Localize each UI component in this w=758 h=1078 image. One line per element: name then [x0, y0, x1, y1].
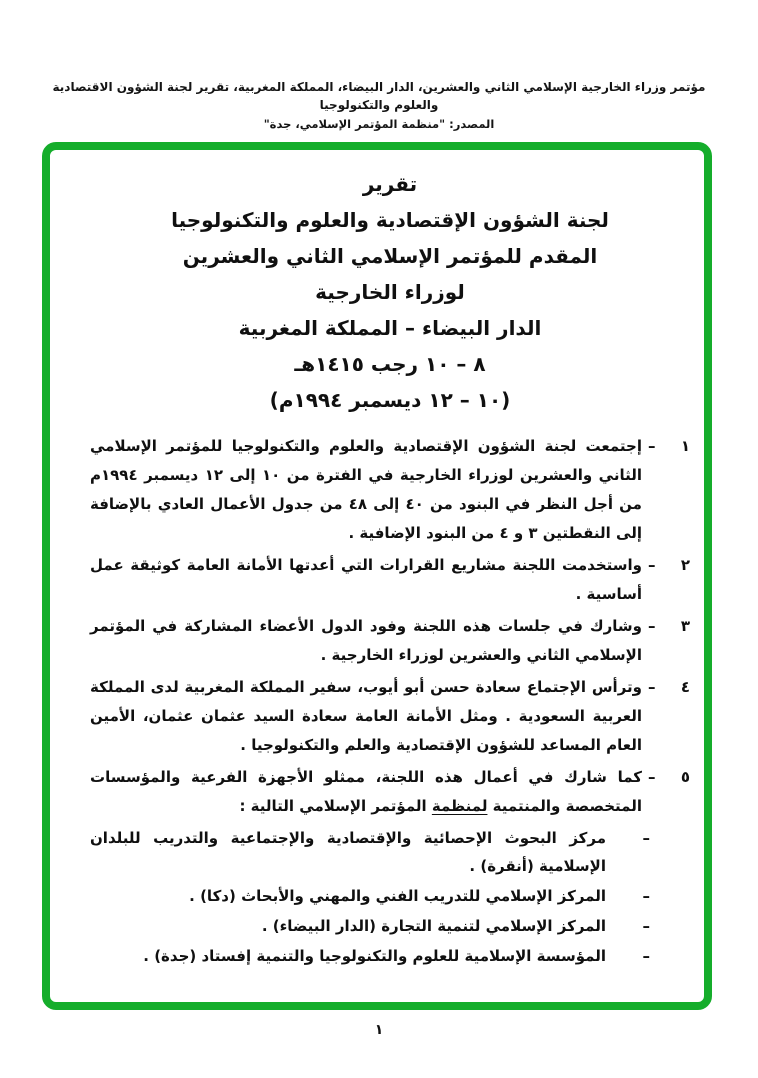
title-line-gregorian-date: (١٠ – ١٢ ديسمبر ١٩٩٤م) — [269, 388, 511, 412]
dash-glyph: – — [648, 617, 656, 635]
header-source-line-2: المصدر: "منظمة المؤتمر الإسلامي، جدة" — [263, 117, 495, 131]
paragraph-5-underlined-word: لمنظمة — [431, 797, 488, 815]
paragraph-2 — [90, 551, 690, 609]
bullet-text: المركز الإسلامي لتنمية التجارة (الدار البيضاء) . — [261, 917, 606, 935]
paragraph-5-text-after: المؤتمر الإسلامي التالية : — [239, 797, 432, 815]
paragraph-1-text: إجتمعت لجنة الشؤون الإقتصادية والعلوم والتكنولوجيا للمؤتمر الإسلامي الثاني والعشرين لوزراء الخارجية في الفترة من ١٠ إلى ١٢ ديسمبر ١٩٩٤م من أجل النظر في البنود من ٤٠ إلى ٤٨ من جدول الأعمال العادي بالإضافة إلى النقطتين ٣ و ٤ من البنود الإضافية . — [90, 437, 642, 542]
title-line-report: تقرير — [362, 172, 418, 196]
bullet-item-trade-center — [90, 912, 650, 940]
paragraph-1-number — [642, 432, 690, 548]
bullet-item-dhaka-center — [90, 882, 650, 910]
dash-glyph: – — [648, 437, 656, 455]
bullet-dash: – — [642, 947, 650, 965]
paragraph-number-glyph: ٤ — [680, 678, 690, 696]
bullet-dash: – — [642, 917, 650, 935]
paragraph-2-text: واستخدمت اللجنة مشاريع القرارات التي أعدتها الأمانة العامة كوثيقة عمل أساسية . — [90, 556, 642, 603]
paragraph-4-number — [642, 673, 690, 760]
dash-glyph: – — [648, 768, 656, 786]
bullet-text: المركز الإسلامي للتدريب الفني والمهني والأبحاث (دكا) . — [189, 887, 606, 905]
paragraph-3 — [90, 612, 690, 670]
dash-glyph: – — [648, 678, 656, 696]
paragraph-number-glyph: ١ — [680, 437, 690, 455]
paragraph-number-glyph: ٢ — [680, 556, 690, 574]
bullet-text: مركز البحوث الإحصائية والإقتصادية والإجتماعية والتدريب للبلدان الإسلامية (أنقرة) . — [90, 829, 606, 875]
header-source-line-1: مؤتمر وزراء الخارجية الإسلامي الثاني والعشرين، الدار البيضاء، المملكة المغربية، تقرير لجنة الشؤون الاقتصادية والعلوم والتكنولوجيا — [52, 80, 706, 112]
bullet-item-sesrtcic — [90, 824, 650, 880]
paragraph-list — [90, 432, 690, 970]
title-line-conference: المقدم للمؤتمر الإسلامي الثاني والعشرين — [182, 244, 598, 268]
paragraph-3-text: وشارك في جلسات هذه اللجنة وفود الدول الأعضاء المشاركة في المؤتمر الإسلامي الثاني والعشرين لوزراء الخارجية . — [90, 617, 642, 664]
bullet-item-ifstad — [90, 942, 650, 970]
document-header — [30, 78, 728, 133]
title-line-location: الدار البيضاء – المملكة المغربية — [238, 316, 542, 340]
paragraph-3-number — [642, 612, 690, 670]
bullet-text: المؤسسة الإسلامية للعلوم والتكنولوجيا والتنمية إفستاد (جدة) . — [143, 947, 606, 965]
paragraph-1 — [90, 432, 690, 548]
paragraph-5 — [90, 763, 690, 821]
report-body — [50, 150, 704, 978]
title-line-hijri-date: ٨ – ١٠ رجب ١٤١٥هـ — [294, 352, 486, 376]
title-block — [90, 166, 690, 418]
paragraph-5-text-before: كما شارك في أعمال هذه اللجنة، ممثلو الأجهزة الفرعية والمؤسسات المتخصصة والمنتمية — [90, 768, 642, 815]
green-report-frame — [42, 142, 712, 1010]
dash-glyph: – — [648, 556, 656, 574]
paragraph-4 — [90, 673, 690, 760]
bullet-dash: – — [642, 887, 650, 905]
bullet-dash: – — [642, 829, 650, 847]
paragraph-2-number — [642, 551, 690, 609]
title-line-committee: لجنة الشؤون الإقتصادية والعلوم والتكنولوجيا — [171, 208, 609, 232]
paragraph-5-text — [90, 763, 642, 821]
paragraph-5-number — [642, 763, 690, 821]
page-number: ١ — [374, 1022, 384, 1038]
paragraph-number-glyph: ٥ — [680, 768, 690, 786]
paragraph-number-glyph: ٣ — [680, 617, 690, 635]
title-line-ministers: لوزراء الخارجية — [315, 280, 465, 304]
paragraph-4-text: وترأس الإجتماع سعادة حسن أبو أيوب، سفير المملكة المغربية لدى المملكة العربية السعودية . ومثل الأمانة العامة سعادة السيد عثمان عثمان، الأمين العام المساعد للشؤون الإقتصادية والعلم والتكنولوجيا . — [90, 678, 642, 754]
